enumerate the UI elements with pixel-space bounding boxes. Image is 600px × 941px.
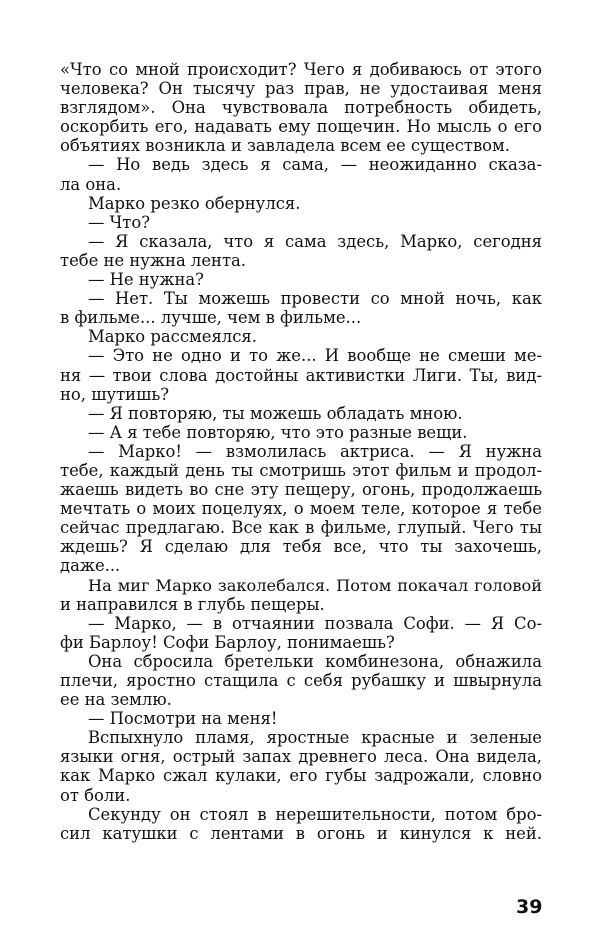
text-line: ждешь? Я сделаю для тебя все, что ты захочешь, [60, 537, 542, 557]
text-line: — Но ведь здесь я сама, — неожиданно сказа- [88, 155, 542, 175]
text-line: На миг Марко заколебался. Потом покачал головой [88, 575, 542, 595]
text-line: языки огня, острый запах древнего леса. Она видела, [60, 747, 542, 767]
text-line: — Это не одно и то же... И вообще не смеши ме- [88, 346, 542, 366]
text-line: как Марко сжал кулаки, его губы задрожали, словно [60, 766, 542, 786]
text-line: — Я повторяю, ты можешь обладать мною. [88, 403, 463, 423]
text-line: и направился в глубь пещеры. [60, 594, 325, 614]
text-line: ня — твои слова достойны активистки Лиги. Ты, вид- [60, 365, 542, 385]
text-line: но, шутишь? [60, 384, 170, 404]
text-line: тебе, каждый день ты смотришь этот фильм и продол- [60, 460, 542, 480]
text-line: — Посмотри на меня! [88, 709, 278, 729]
text-line: — А я тебе повторяю, что это разные вещи. [88, 422, 468, 442]
text-line: Вспыхнуло пламя, яростные красные и зеленые [88, 728, 542, 748]
text-line: Секунду он стоял в нерешительности, потом бро- [88, 804, 542, 824]
text-line: объятиях возникла и завладела всем ее существом. [60, 136, 510, 156]
text-line: человека? Он тысячу раз прав, не удостаивая меня [60, 79, 542, 99]
text-line: тебе не нужна лента. [60, 250, 247, 270]
body-text [60, 60, 542, 843]
page-number: 39 [516, 896, 543, 918]
text-line: взглядом». Она чувствовала потребность обидеть, [60, 98, 542, 118]
text-line: Марко резко обернулся. [88, 193, 301, 213]
text-line: — Что? [88, 212, 150, 232]
text-line: — Нет. Ты можешь провести со мной ночь, как [88, 289, 542, 309]
text-line: даже... [60, 556, 121, 576]
text-line: фи Барлоу! Софи Барлоу, понимаешь? [60, 632, 395, 652]
text-line: «Что со мной происходит? Чего я добиваюсь от этого [60, 60, 542, 79]
text-line: плечи, яростно стащила с себя рубашку и швырнула [60, 671, 542, 690]
text-line: — Я сказала, что я сама здесь, Марко, сегодня [88, 231, 542, 251]
text-line: жаешь видеть во сне эту пещеру, огонь, продолжаешь [60, 480, 542, 500]
text-line: — Марко, — в отчаянии позвала Софи. — Я Со- [88, 613, 542, 633]
text-line: сил катушки с лентами в огонь и кинулся к ней. [60, 823, 542, 843]
text-line: ла она. [60, 174, 122, 194]
text-line: оскорбить его, надавать ему пощечин. Но мысль о его [60, 117, 542, 137]
text-line: сейчас предлагаю. Все как в фильме, глупый. Чего ты [60, 518, 542, 538]
text-line: ее на землю. [60, 690, 172, 710]
text-line: Марко рассмеялся. [88, 327, 257, 347]
text-line: Она сбросила бретельки комбинезона, обнажила [88, 651, 542, 671]
text-line: — Марко! — взмолилась актриса. — Я нужна [88, 441, 542, 461]
text-line: — Не нужна? [88, 270, 204, 290]
text-line: в фильме... лучше, чем в фильме... [60, 308, 362, 328]
text-line: мечтать о моих поцелуях, о моем теле, которое я тебе [60, 499, 542, 519]
text-line: от боли. [60, 785, 131, 805]
